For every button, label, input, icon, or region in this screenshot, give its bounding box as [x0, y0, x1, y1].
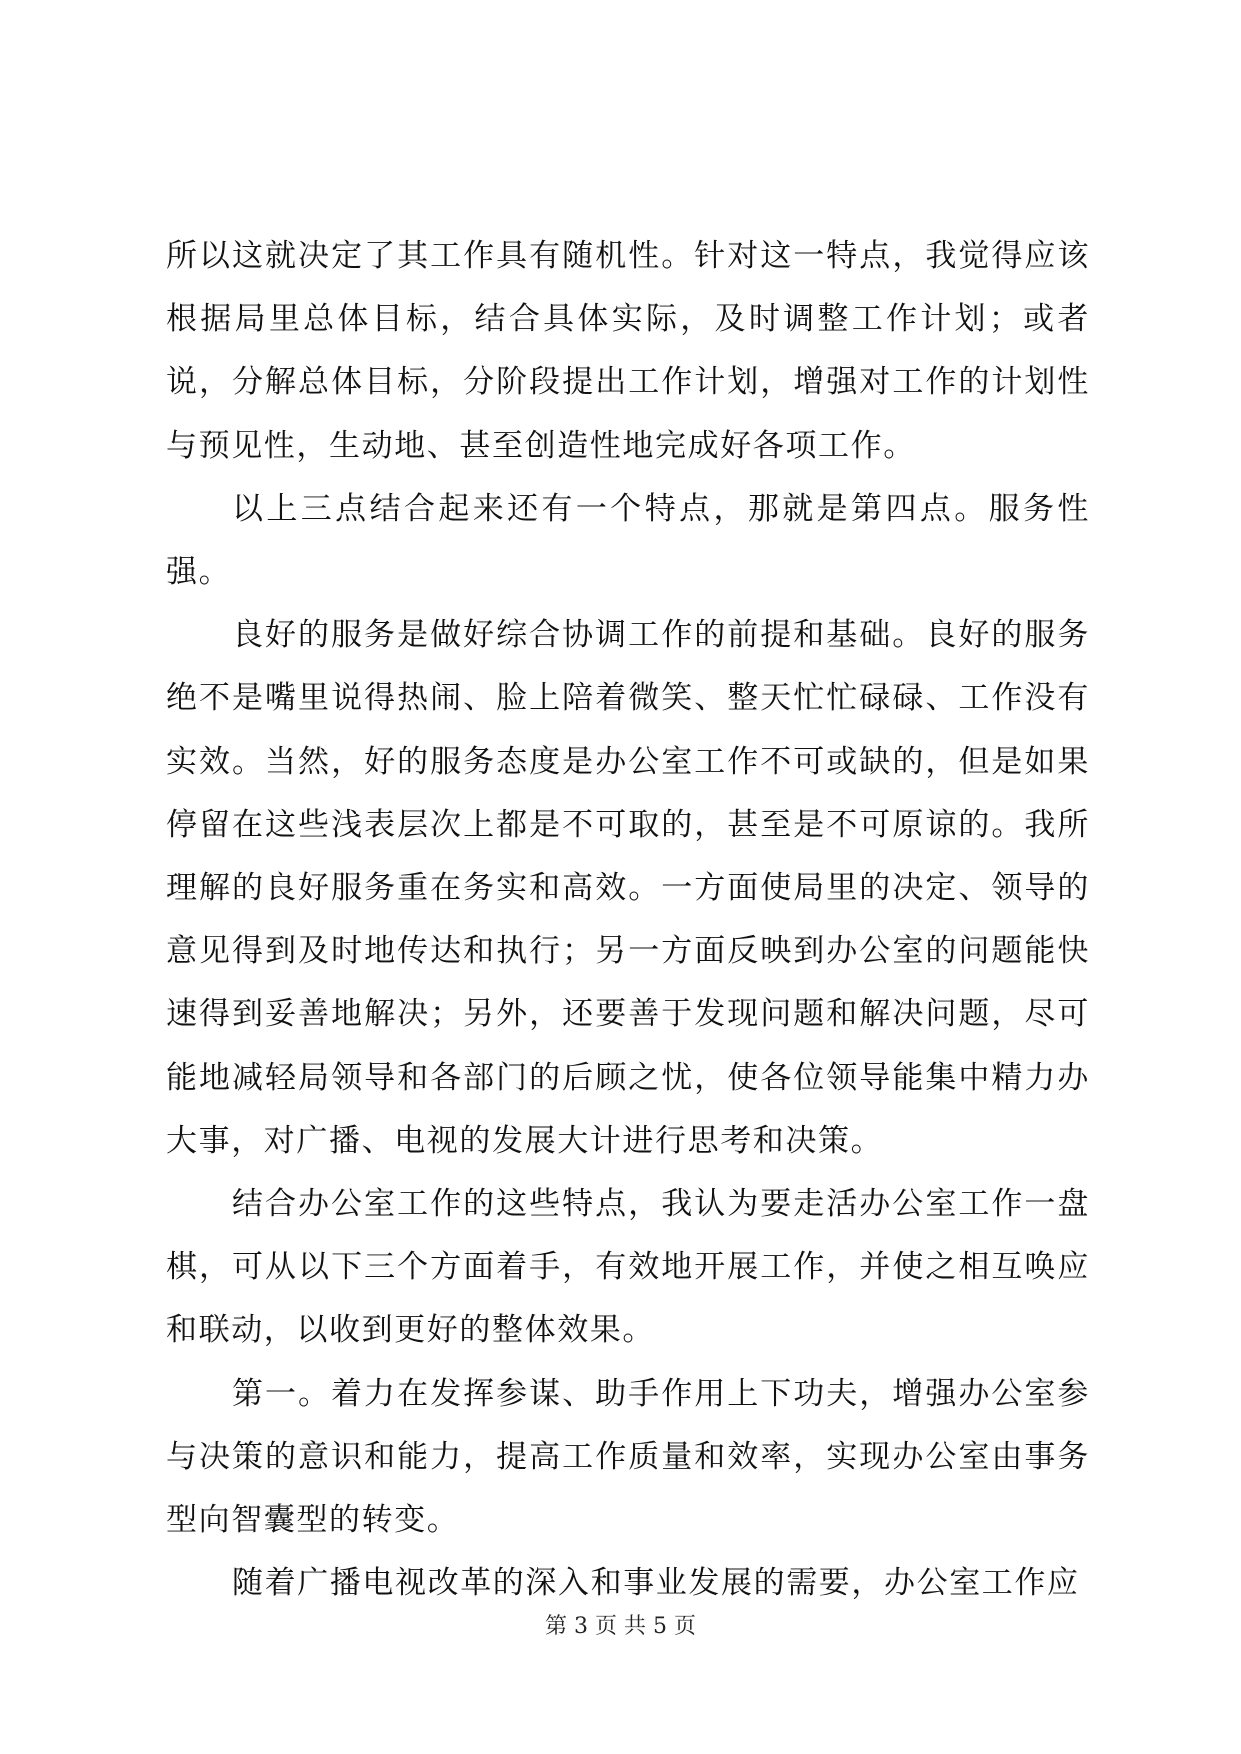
paragraph-continuation: 所以这就决定了其工作具有随机性。针对这一特点，我觉得应该根据局里总体目标，结合具体实际，及时调整工作计划；或者说，分解总体目标，分阶段提出工作计划，增强对工作的计划性与预见性，生动地、甚至创造性地完成好各项工作。 [166, 238, 1090, 464]
paragraph-three-aspects: 结合办公室工作的这些特点，我认为要走活办公室工作一盘棋，可从以下三个方面着手，有效地开展工作，并使之相互唤应和联动，以收到更好的整体效果。 [166, 1186, 1090, 1349]
page-number-footer: 第 3 页 共 5 页 [545, 1614, 696, 1639]
paragraph-first-point: 第一。着力在发挥参谋、助手作用上下功夫，增强办公室参与决策的意识和能力，提高工作质量和效率，实现办公室由事务型向智囊型的转变。 [166, 1375, 1090, 1539]
paragraph-reform: 随着广播电视改革的深入和事业发展的需要，办公室工作应 [232, 1565, 1080, 1602]
paragraph-good-service: 良好的服务是做好综合协调工作的前提和基础。良好的服务绝不是嘴里说得热闹、脸上陪着微笑、整天忙忙碌碌、工作没有实效。当然，好的服务态度是办公室工作不可或缺的，但是如果停留在这些浅表层次上都是不可取的，甚至是不可原谅的。我所理解的良好服务重在务实和高效。一方面使局里的决定、领导的意见得到及时地传达和执行；另一方面反映到办公室的问题能快速得到妥善地解决；另外，还要善于发现问题和解决问题，尽可能地减轻局领导和各部门的后顾之忧，使各位领导能集中精力办大事，对广播、电视的发展大计进行思考和决策。 [166, 617, 1090, 1159]
paragraph-fourth-point: 以上三点结合起来还有一个特点，那就是第四点。服务性强。 [166, 490, 1090, 591]
document-body [166, 225, 1090, 1615]
